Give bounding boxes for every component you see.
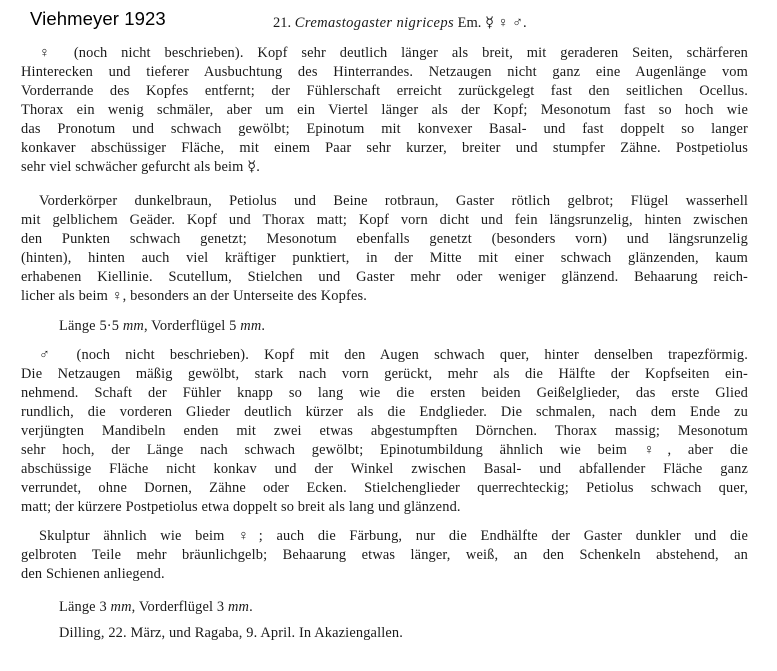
text-line: verrundet, ohne Dornen, Zähne oder Ecken. Stielchenglieder querrechteckig; Petiolus schwach quer, [21,480,748,496]
measure-text: . [261,318,266,334]
paragraph-male-sculpture [21,527,748,584]
text-line: konkaver abschüssiger Fläche, mit einem Paar sehr kurzer, breiter und stumpfer Zähne. Postpetiolus [21,140,748,156]
measure-text: Länge 3 [59,599,111,615]
text-line: Vorderrande des Kopfes entfernt; der Fühlerschaft erreicht zurückgelegt fast den seitlichen Ocellus. [21,83,748,99]
measure-unit: mm [122,318,144,334]
source-label: Viehmeyer 1923 [30,8,166,29]
text-line: Thorax ein wenig schmäler, aber um ein Viertel länger als der Kopf; Mesonotum fast so hoch wie [21,102,748,118]
text-line: matt; der kürzere Postpetiolus etwa doppelt so breit als lang und glänzend. [21,499,461,515]
text-line: (hinten), hinten auch viel kräftiger punktiert, in der Mitte mit einer schwach glänzenden, kaum [21,250,748,266]
text-line: Vorderkörper dunkelbraun, Petiolus und Beine rotbraun, Gaster rötlich gelbrot; Flügel wasserhell [39,193,748,209]
paragraph-female-description [21,44,748,177]
species-author: Em. [457,15,482,31]
measure-unit: mm [240,318,262,334]
locality-line: Dilling, 22. März, und Ragaba, 9. April. In Akaziengallen. [59,625,404,641]
measure-text: , Vorderflügel 3 [131,599,228,615]
text-line: den Punkten schwach genetzt; Mesonotum ebenfalls genetzt (besonders vorn) und längsrunzelig [21,231,748,247]
paragraph-female-coloration [21,192,748,306]
text-line: sehr viel schwächer gefurcht als beim ☿. [21,159,260,175]
measure-text: Länge 5·5 [59,318,123,334]
measure-text: . [249,599,253,615]
text-line: sehr hoch, der Länge nach schwach gewölbt; Epinotumbildung ähnlich wie beim ♀, aber die [21,442,748,458]
measure-unit: mm [227,599,250,615]
text-line: abschüssige Fläche nicht konkav und der Winkel zwischen Basal- und abfallender Fläche ganz [21,461,748,477]
text-line: ♀ (noch nicht beschrieben). Kopf sehr deutlich länger als breit, mit geraderen Seiten, schärferen [39,45,748,61]
measure-unit: mm [110,599,132,615]
species-heading [273,15,527,32]
text-line: mit gelblichem Geäder. Kopf und Thorax matt; Kopf vorn dicht und fein längsrunzelig, hinten zwischen [21,212,748,228]
text-line: erhabenen Kiellinie. Scutellum, Stielchen und Gaster mehr oder weniger glänzend. Behaarung reich- [21,269,748,285]
species-name: Cremastogaster nigriceps [294,15,455,31]
text-line: ♂ (noch nicht beschrieben). Kopf mit den Augen schwach quer, hinter denselben trapezförmig. [39,347,748,363]
text-line: nehmend. Schaft der Fühler knapp so lang wie die ersten beiden Geißelglieder, das erste Glied [21,385,748,401]
text-line: rundlich, die vorderen Glieder deutlich kürzer als die Endglieder. Die schmalen, nach dem Ende zu [21,404,748,420]
male-measurements [59,599,253,616]
caste-symbols: ☿ ♀ ♂. [485,15,527,31]
female-measurements [59,318,265,335]
text-line: verjüngten Mandibeln enden mit zwei etwas abgestumpften Dörnchen. Thorax massig; Mesonotum [21,423,748,439]
paragraph-male-description [21,346,748,517]
text-line: Skulptur ähnlich wie beim ♀; auch die Färbung, nur die Endhälfte der Gaster dunkler und die [39,528,748,544]
text-line: licher als beim ♀, besonders an der Unterseite des Kopfes. [21,288,367,304]
text-line: den Schienen anliegend. [21,566,165,582]
species-number: 21. [273,15,292,31]
measure-text: , Vorderflügel 5 [143,318,241,334]
text-line: Die Netzaugen mäßig gewölbt, stark nach vorn gerückt, mehr als die Hälfte der Kopfseiten ein- [21,366,748,382]
text-line: Hinterecken und tieferer Ausbuchtung des Hinterrandes. Netzaugen nicht ganz eine Augenlänge vom [21,64,748,80]
text-line: gelbroten Teile mehr bräunlichgelb; Behaarung etwas länger, weiß, an den Schenkeln abstehend, an [21,547,748,563]
text-line: das Pronotum und schwach gewölbt; Epinotum mit konvexer Basal- und fast doppelt so langer [21,121,748,137]
